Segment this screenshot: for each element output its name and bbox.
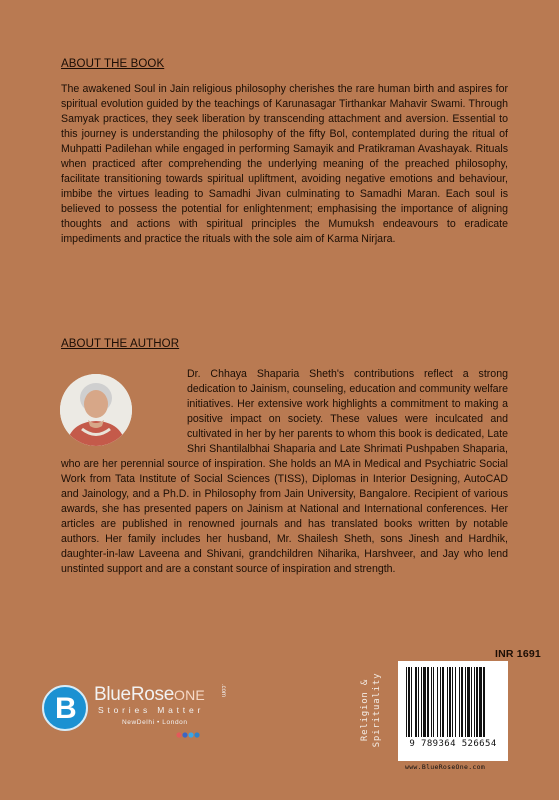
about-author-heading: ABOUT THE AUTHOR: [61, 338, 180, 350]
publisher-website: www.BlueRoseOne.com: [405, 763, 486, 771]
isbn-barcode: [398, 661, 508, 761]
publisher-tagline: Stories Matter: [98, 705, 205, 715]
about-book-text: The awakened Soul in Jain religious philosophy cherishes the rare human birth and aspires for spiritual evolution guided by the teachings of Karunasagar Tirthankar Mahavir Swami. Through Samyak practices, they seek liberation by transcending attachment and aversion. Essential to this journey is understanding the philosophy of the fifty Bol, contemplated during the ritual of Muhpatti Padilehan while engaged in performing Samayik and Pratikraman Avashayak. Rituals when practiced after comprehending the underlying meaning of the preached philosophy, facilitate transitioning towards spiritual upliftment, avoiding negative emotions and behaviour, imbibe the virtues leading to Samadhi Jivan culminating to Samadhi Maran. Each soul is believed to possess the potential for enlightenment; emphasising the importance of aligning thoughts and actions with spiritual principles the Mumuksh endeavours to eradicate impediments and practice the rituals with the sole aim of Karma Nirjara.: [61, 83, 508, 245]
about-author-text: Dr. Chhaya Shaparia Sheth's contributions reflect a strong dedication to Jainism, counseling, education and community welfare initiatives. Her extensive work highlights a commitment to making a positive impact on society. These values were inculcated and cultivated in her by her parents to whom this book is dedicated, Late Shri Shantilalbhai Shaparia and Late Shrimati Pushpaben Shaparia, who are her perennial source of inspiration. She holds an MA in Medical and Psychiatric Social Work from Tata Institute of Social Sciences (TISS), Diplomas in Interior Designing, AutoCAD and Jainology, and a Ph.D. in Philosophy from Jain University, Bangalore. Recipient of various awards, she has presented papers on Jainism at National and International conferences. Her articles are published in renowned journals and has translated books written by notable authors. Her family includes her husband, Mr. Shailesh Sheth, sons Jinesh and Hardhik, daughter-in-law Laveena and Shivani, grandchildren Niharika, Harshveer, and Jay who lend unstinted support and are a constant source of inspiration and strength.: [61, 368, 508, 575]
publisher-name: BlueRoseONE: [94, 684, 205, 705]
genre-label: Religion & Spirituality: [360, 672, 382, 748]
isbn-digits: 9 789364 526654: [409, 739, 497, 749]
publisher-dotcom: .com: [220, 684, 226, 698]
publisher-cities: NewDelhi • London: [122, 719, 188, 726]
social-media-icons: [176, 731, 200, 739]
price-label: INR 1691: [495, 648, 541, 660]
publisher-logo: B: [42, 685, 88, 731]
about-book-heading: ABOUT THE BOOK: [61, 58, 165, 70]
author-photo: [60, 374, 132, 446]
barcode-bars: [398, 661, 508, 741]
